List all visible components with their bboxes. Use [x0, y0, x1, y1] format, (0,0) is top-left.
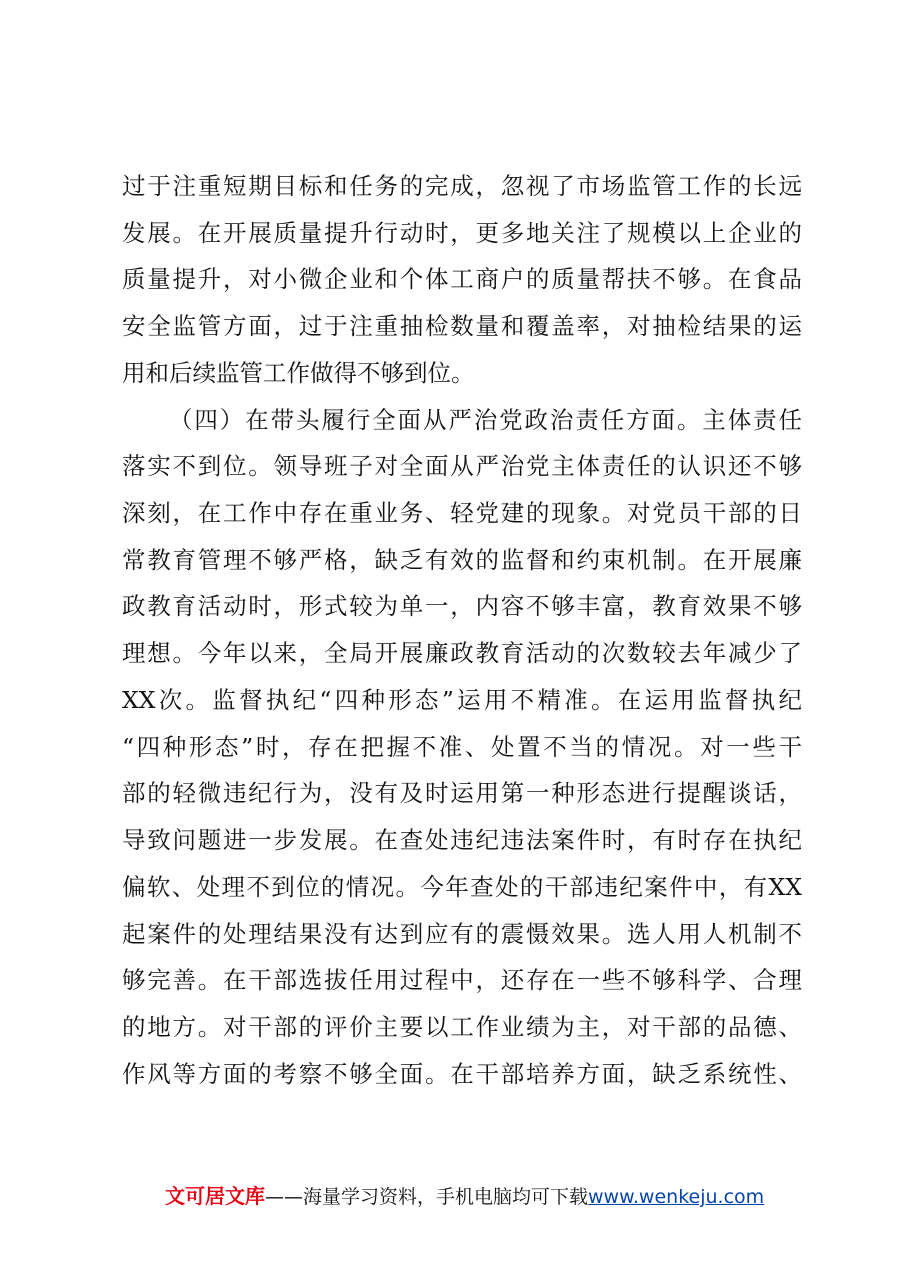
body-text-line: 用和后续监管工作做得不够到位。 — [122, 359, 475, 387]
body-text-line: 安全监管方面，过于注重抽检数量和覆盖率，对抽检结果的运 — [122, 312, 802, 340]
body-text-line: 发展。在开展质量提升行动时，更多地关注了规模以上企业的 — [122, 219, 802, 247]
body-text-line: 部的轻微违纪行为，没有及时运用第一种形态进行提醒谈话， — [122, 779, 802, 807]
body-text-line: 理想。今年以来，全局开展廉政教育活动的次数较去年减少了 — [122, 639, 802, 667]
body-text-line: XX次。监督执纪“四种形态”运用不精准。在运用监督执纪 — [122, 686, 802, 714]
body-text-line: 偏软、处理不到位的情况。今年查处的干部违纪案件中，有XX — [122, 873, 802, 901]
body-text-line: “四种形态”时，存在把握不准、处置不当的情况。对一些干 — [122, 733, 802, 761]
body-text-line: 深刻，在工作中存在重业务、轻党建的现象。对党员干部的日 — [122, 499, 802, 527]
body-text-line: 作风等方面的考察不够全面。在干部培养方面，缺乏系统性、 — [122, 1060, 802, 1088]
body-text-line: 常教育管理不够严格，缺乏有效的监督和约束机制。在开展廉 — [122, 546, 802, 574]
footer-brand: 文可居文库 — [165, 1184, 265, 1208]
body-text-line: 过于注重短期目标和任务的完成，忽视了市场监管工作的长远 — [122, 172, 802, 200]
body-text-line: 够完善。在干部选拔任用过程中，还存在一些不够科学、合理 — [122, 966, 802, 994]
body-text-line: 起案件的处理结果没有达到应有的震慑效果。选人用人机制不 — [122, 920, 802, 948]
footer-tagline: ——海量学习资料，手机电脑均可下载 — [265, 1186, 589, 1208]
body-text-line: 的地方。对干部的评价主要以工作业绩为主，对干部的品德、 — [122, 1013, 802, 1041]
footer-banner — [165, 1183, 764, 1210]
footer-website-link[interactable]: www.wenkeju.com — [588, 1186, 765, 1208]
body-text-line: 质量提升，对小微企业和个体工商户的质量帮扶不够。在食品 — [122, 265, 802, 293]
section-heading-line: （四）在带头履行全面从严治党政治责任方面。主体责任 — [169, 406, 802, 434]
body-text-line: 落实不到位。领导班子对全面从严治党主体责任的认识还不够 — [122, 452, 802, 480]
body-text-line: 政教育活动时，形式较为单一，内容不够丰富，教育效果不够 — [122, 592, 802, 620]
body-text-line: 导致问题进一步发展。在查处违纪违法案件时，有时存在执纪 — [122, 826, 802, 854]
